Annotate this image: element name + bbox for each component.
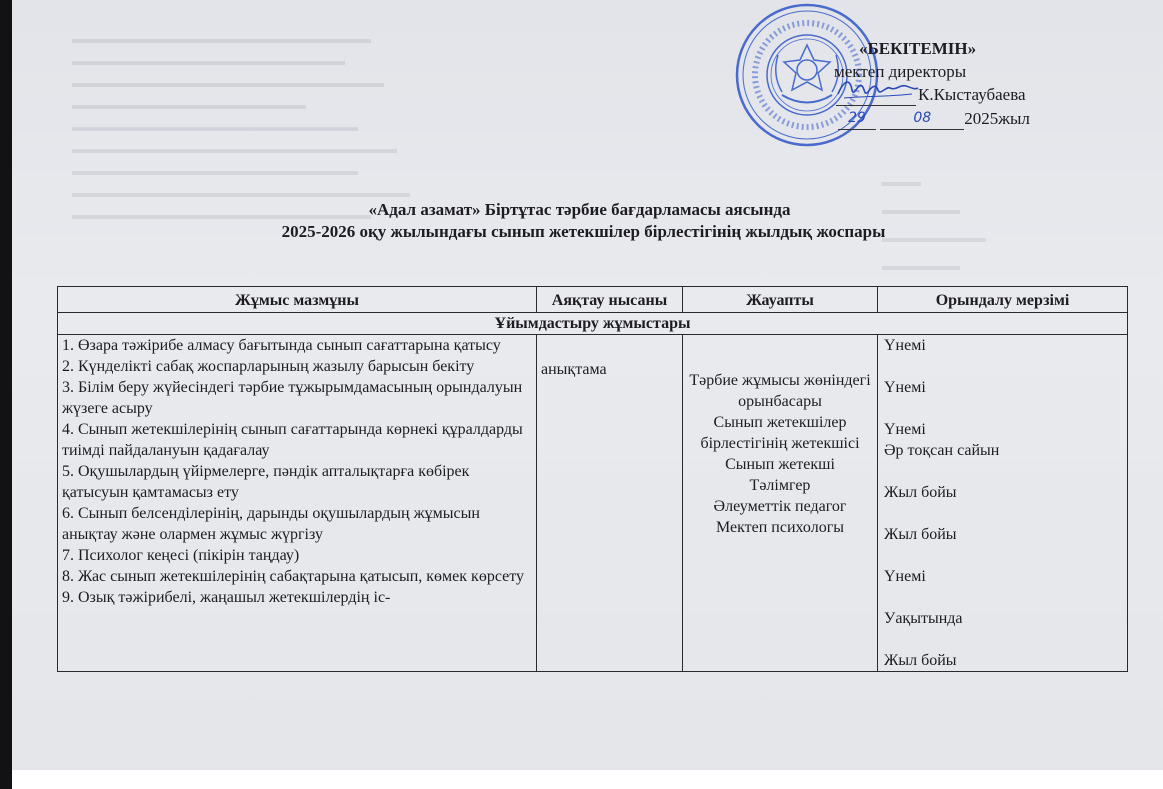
- work-item: 9. Озық тәжірибелі, жаңашыл жетекшілердің іс-: [62, 589, 391, 606]
- date-month: 08: [880, 107, 964, 130]
- header-responsible: Жауапты: [683, 287, 878, 313]
- deadline-item: Жыл бойы: [884, 652, 957, 669]
- header-completion-form: Аяқтау нысаны: [537, 287, 683, 313]
- approval-role: мектеп директоры: [834, 62, 967, 81]
- annual-plan-table: [57, 286, 1128, 672]
- responsible-item: Сынып жетекшілер бірлестігінің жетекшісі: [700, 414, 860, 452]
- work-item: 6. Сынып белсенділерінің, дарынды оқушылардың жұмысын анықтау және олармен жұмыс жүргізу: [62, 505, 480, 543]
- deadline-item: Үнемі: [884, 379, 926, 396]
- table-row: [58, 335, 1128, 672]
- responsible-item: Тәлімгер: [749, 477, 811, 494]
- deadline-item: Уақытында: [884, 610, 963, 627]
- bottom-margin: [12, 770, 1163, 789]
- document-title-line-1: «Адал азамат» Біртұтас тәрбие бағдарламасы аясында: [368, 200, 791, 219]
- approval-date: [838, 107, 1030, 130]
- responsible-cell: [683, 335, 878, 672]
- signature-line: [836, 105, 916, 106]
- work-content-cell: [58, 335, 537, 672]
- work-item: 2. Күнделікті сабақ жоспарларының жазылу барысын бекіту: [62, 358, 475, 375]
- date-year: 2025жыл: [964, 109, 1030, 128]
- bleed-through-text-right: ▬▬▬ ▬▬▬▬▬▬ ▬▬▬▬▬▬▬▬ ▬▬▬▬▬▬: [882, 174, 986, 273]
- approval-signatory: [836, 84, 1026, 106]
- deadline-item: Әр тоқсан сайын: [884, 442, 1000, 459]
- deadline-item: Үнемі: [884, 421, 926, 438]
- work-item: 4. Сынып жетекшілерінің сынып сағаттарында көрнекі құралдарды тиімді пайдалануын қадағалау: [62, 421, 523, 459]
- section-row: [58, 313, 1128, 335]
- work-item: 1. Өзара тәжірибе алмасу бағытында сынып сағаттарына қатысу: [62, 337, 501, 354]
- table-header-row: [58, 287, 1128, 313]
- work-item: 3. Білім беру жүйесіндегі тәрбие тұжырымдамасының орындалуын жүзеге асыру: [62, 379, 523, 417]
- work-item: 5. Оқушылардың үйірмелерге, пәндік апталықтарға көбірек қатысуын қамтамасыз ету: [62, 463, 470, 501]
- work-item: 7. Психолог кеңесі (пікірін таңдау): [62, 547, 300, 564]
- work-item: 8. Жас сынып жетекшілерінің сабақтарына қатысып, көмек көрсету: [62, 568, 525, 585]
- responsible-item: Тәрбие жұмысы жөніндегі орынбасары: [689, 372, 871, 410]
- deadline-item: Жыл бойы: [884, 526, 957, 543]
- deadline-item: Үнемі: [884, 337, 926, 354]
- responsible-item: Сынып жетекші: [725, 456, 835, 473]
- document-page: [12, 0, 1163, 770]
- approval-heading: «БЕКІТЕМІН»: [859, 39, 977, 58]
- header-deadline: Орындалу мерзімі: [878, 287, 1128, 313]
- document-title-line-2: 2025-2026 оқу жылындағы сынып жетекшілер бірлестігінің жылдық жоспары: [281, 222, 886, 241]
- deadline-item: Үнемі: [884, 568, 926, 585]
- completion-form-cell: анықтама: [537, 335, 683, 672]
- header-work-content: Жұмыс мазмұны: [58, 287, 537, 313]
- section-title: Ұйымдастыру жұмыстары: [58, 313, 1128, 335]
- date-day: 29: [838, 107, 876, 130]
- responsible-item: Мектеп психологы: [715, 519, 845, 536]
- left-edge-shadow: [0, 0, 12, 789]
- deadline-item: Жыл бойы: [884, 484, 957, 501]
- bleed-through-text: ▬▬▬▬▬▬▬▬▬▬▬▬▬▬▬▬▬▬▬▬▬▬▬ ▬▬▬▬▬▬▬▬▬▬▬▬▬▬▬▬▬▬▬▬▬ ▬▬▬▬▬▬▬▬▬▬▬▬▬▬▬▬▬▬▬▬▬▬▬▬ ▬▬▬▬▬▬▬▬▬▬▬▬▬▬▬▬▬▬ ▬▬▬▬▬▬▬▬▬▬▬▬▬▬▬▬▬▬▬▬▬▬ ▬▬▬▬▬▬▬▬▬▬▬▬▬▬▬▬▬▬▬▬▬▬▬▬▬ ▬▬▬▬▬▬▬▬▬▬▬▬▬▬▬▬▬▬▬▬▬▬ ▬▬▬▬▬▬▬▬▬▬▬▬▬▬▬▬▬▬▬▬▬▬▬▬▬▬ ▬▬▬▬▬▬▬▬▬▬▬▬▬▬▬▬▬▬▬▬▬▬▬: [72, 31, 410, 222]
- signatory-name: К.Кыстаубаева: [918, 85, 1026, 104]
- deadline-cell: [878, 335, 1128, 672]
- responsible-item: Әлеуметтік педагог: [713, 498, 847, 515]
